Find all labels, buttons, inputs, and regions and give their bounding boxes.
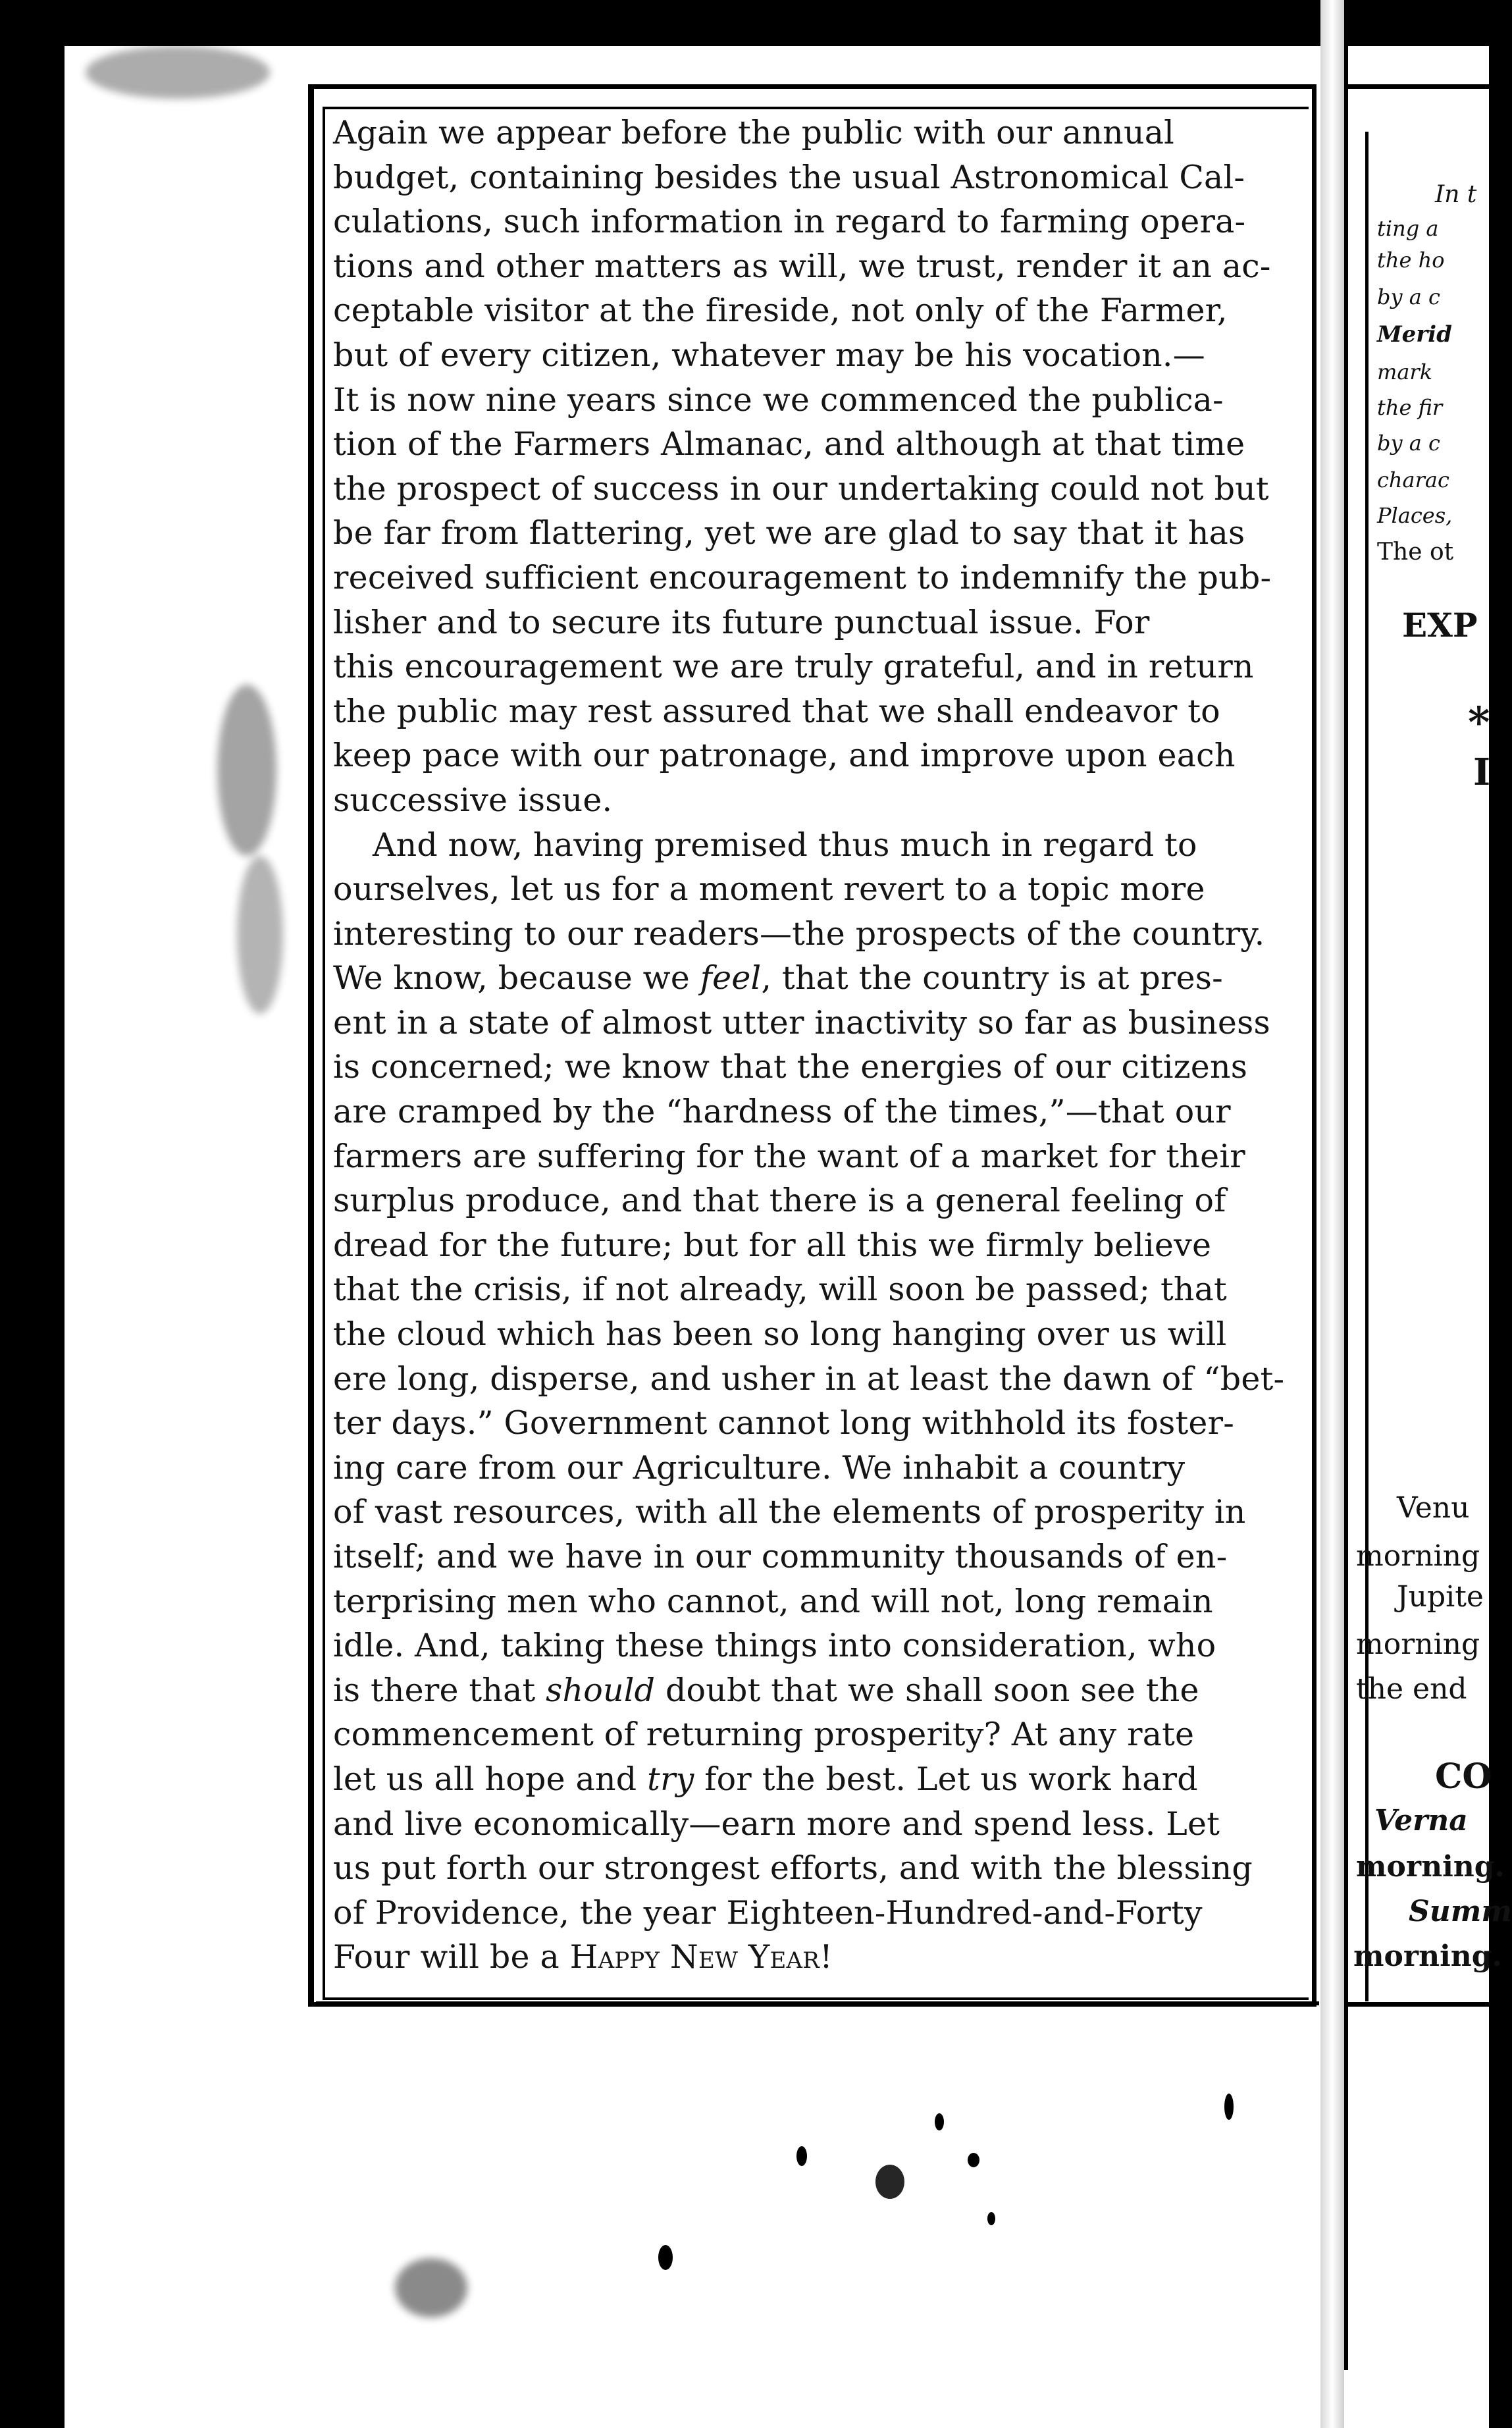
text-span: doubt that we shall soon see the (665, 1671, 1199, 1709)
facing-page-fragment: CO (1435, 1756, 1492, 1797)
scan-left-edge (0, 0, 65, 2428)
facing-page-fragment: mark (1377, 359, 1433, 384)
text-line (333, 1757, 1311, 1802)
text-line (333, 1935, 1311, 1980)
facing-page-fragment: I (1473, 751, 1491, 794)
ink-blot (658, 2245, 673, 2270)
text-line: And now, having premised thus much in regard to (373, 826, 1197, 864)
facing-page-fragment: The ot (1377, 539, 1454, 566)
facing-page-fragment: Verna (1374, 1804, 1468, 1837)
facing-page-fragment: Merid (1377, 321, 1452, 348)
text-line: of Providence, the year Eighteen-Hundred-and-Forty (333, 1893, 1203, 1932)
facing-page-fragment: charac (1377, 467, 1449, 492)
facing-page-fragment: the ho (1377, 248, 1445, 273)
facing-page-rule (1365, 132, 1369, 2001)
facing-page-fragment: * (1468, 698, 1490, 747)
text-line: are cramped by the “hardness of the times,”—that our (333, 1093, 1231, 1131)
facing-page-fragment: by a c (1377, 284, 1440, 309)
facing-page-fragment: the end (1356, 1672, 1467, 1706)
text-span: , that the country is at pres- (761, 959, 1223, 997)
text-line: but of every citizen, whatever may be his vocation.— (333, 336, 1205, 374)
facing-page-fragment: Places, (1377, 503, 1453, 528)
text-span: let us all hope and (333, 1760, 637, 1798)
facing-page-fragment: Summ (1409, 1895, 1512, 1928)
text-line: dread for the future; but for all this we firmly believe (333, 1226, 1212, 1264)
text-line: us put forth our strongest efforts, and with the blessing (333, 1849, 1253, 1887)
text-line: the public may rest assured that we shall endeavor to (333, 692, 1220, 730)
italic-word: try (647, 1760, 694, 1798)
facing-page-fragment: the fir (1377, 395, 1443, 420)
italic-word: feel (700, 959, 762, 997)
text-line: surplus produce, and that there is a general feeling of (333, 1182, 1226, 1220)
text-line: that the crisis, if not already, will soon be passed; that (333, 1271, 1227, 1309)
text-line: culations, such information in regard to farming opera- (333, 203, 1246, 241)
text-line: ent in a state of almost utter inactivity so far as business (333, 1003, 1270, 1042)
text-line: itself; and we have in our community thousands of en- (333, 1538, 1228, 1575)
facing-page-fragment: morning. (1353, 1940, 1502, 1973)
ink-blot (875, 2165, 904, 2199)
text-line: keep pace with our patronage, and improve upon each (333, 737, 1236, 775)
text-line: tions and other matters as will, we trust, render it an ac- (333, 247, 1271, 285)
text-line: Again we appear before the public with our annual (333, 114, 1174, 151)
article-bottom-rule (316, 2001, 1319, 2005)
text-span: ! (820, 1938, 833, 1976)
text-line: ceptable visitor at the fireside, not only of the Farmer, (333, 292, 1228, 330)
ink-blot (935, 2113, 944, 2130)
text-line: farmers are suffering for the want of a market for their (333, 1137, 1245, 1175)
text-line (333, 1668, 1311, 1713)
ink-blot (1224, 2094, 1234, 2120)
text-span: is there that (333, 1671, 536, 1709)
text-line: ing care from our Agriculture. We inhabit a country (333, 1448, 1186, 1487)
almanac-preface (333, 111, 1311, 1980)
text-line: It is now nine years since we commenced the publica- (333, 381, 1224, 419)
text-line: is concerned; we know that the energies of our citizens (333, 1048, 1248, 1086)
text-line: this encouragement we are truly grateful, and in return (333, 648, 1254, 686)
text-line: ere long, disperse, and usher in at least the dawn of “bet- (333, 1359, 1285, 1398)
text-line: commencement of returning prosperity? At any rate (333, 1716, 1195, 1754)
text-line: and live economically—earn more and spend less. Let (333, 1805, 1220, 1843)
text-line (333, 956, 1311, 1001)
facing-page-fragment: Venu (1397, 1491, 1470, 1525)
text-span: for the best. Let us work hard (704, 1760, 1198, 1798)
text-span: Four will be a (333, 1938, 560, 1976)
facing-page-fragment: ting a (1377, 216, 1439, 241)
text-line: tion of the Farmers Almanac, and although at that time (333, 425, 1245, 463)
text-line: successive issue. (333, 781, 613, 819)
margin-smudge (86, 46, 270, 99)
text-line: budget, containing besides the usual Astronomical Cal- (333, 158, 1245, 196)
facing-page-fragment: EXP (1402, 606, 1478, 645)
text-line: terprising men who cannot, and will not, long remain (333, 1582, 1213, 1620)
text-line: ourselves, let us for a moment revert to a topic more (333, 870, 1205, 909)
text-line: be far from flattering, yet we are glad to say that it has (333, 514, 1245, 552)
small-caps-greeting: Happy New Year (569, 1938, 820, 1976)
facing-page-fragment: by a c (1377, 431, 1440, 456)
ink-blot (796, 2146, 807, 2166)
text-line: lisher and to secure its future punctual issue. For (333, 603, 1150, 641)
ink-blot (987, 2212, 995, 2225)
margin-smudge (237, 856, 283, 1014)
text-line: of vast resources, with all the elements of prosperity in (333, 1493, 1246, 1531)
italic-word: should (546, 1671, 656, 1709)
margin-smudge (217, 685, 276, 856)
scan-top-edge (0, 0, 1489, 46)
facing-page-fragment: morning (1356, 1539, 1480, 1573)
book-gutter (1320, 0, 1344, 2428)
facing-page-fragment: morning (1356, 1627, 1480, 1661)
text-line: received sufficient encouragement to indemnify the pub- (333, 558, 1272, 596)
text-line: the prospect of success in our undertaking could not but (333, 469, 1269, 508)
text-line: the cloud which has been so long hanging over us will (333, 1315, 1227, 1354)
facing-page-fragment: morning. (1356, 1850, 1505, 1884)
text-line: interesting to our readers—the prospects of the country. (333, 914, 1265, 953)
text-line: idle. And, taking these things into consideration, who (333, 1627, 1216, 1665)
ink-blot (968, 2153, 979, 2167)
facing-page-fragment: In t (1435, 181, 1477, 208)
text-line: ter days.” Government cannot long withhold its foster- (333, 1404, 1234, 1442)
text-span: We know, because we (333, 959, 691, 997)
ink-smudge (395, 2258, 467, 2317)
facing-page-fragment: Jupite (1397, 1580, 1484, 1614)
